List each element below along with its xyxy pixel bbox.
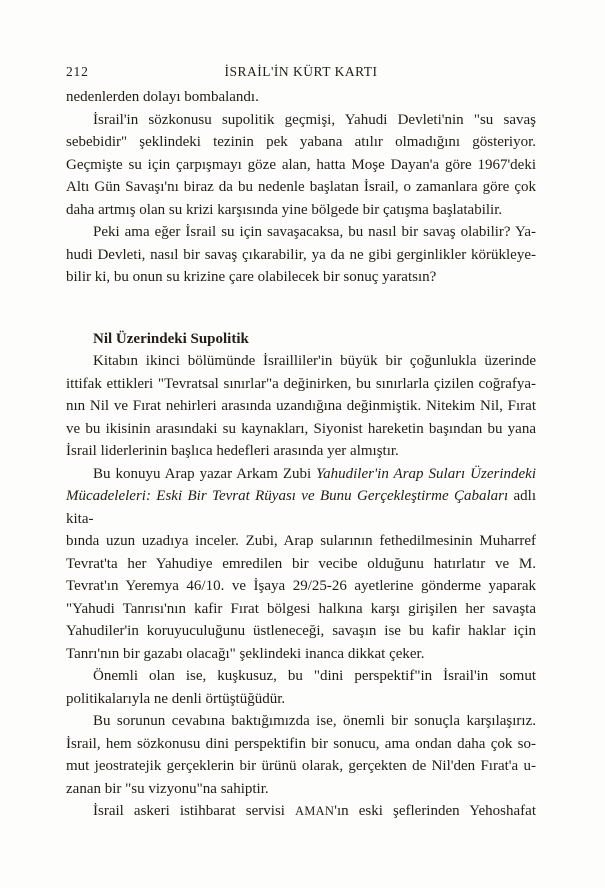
body-line: Peki ama eğer İsrail su için savaşacaksa, bu nasıl bir savaş olabilir? Ya- <box>93 224 536 240</box>
body-line: İsrail'in sözkonusu supolitik geçmişi, Yahudi Devleti'nin "su savaş <box>93 111 536 128</box>
section-heading: Nil Üzerindeki Supolitik <box>93 330 249 347</box>
body-line: bında uzun uzadıya inceler. Zubi, Arap sularının fethedilmesinin Muharref <box>66 533 536 549</box>
body-line: Geçmişte su için çarpışmayı göze alan, hatta Moşe Dayan'a göre 1967'deki <box>66 156 536 173</box>
body-line: Yahudiler'in koruyuculuğunu üstleneceği, savaşın ise bu kafir haklar için <box>66 623 536 639</box>
book-title-italic: Yahudiler'in Arap Suları Üzerindeki <box>316 465 536 482</box>
body-text <box>66 86 536 823</box>
body-line <box>66 800 536 823</box>
body-line-text: Bu konuyu Arap yazar Arkam Zubi <box>93 465 317 482</box>
body-line: İsrail liderlerinin başlıca hedefleri arasında yer almıştır. <box>66 443 399 459</box>
body-line <box>66 463 536 486</box>
body-line: daha artmış olan su krizi karşısında yine bölgede bir çatışma başlatabilir. <box>66 201 503 218</box>
page-number: 212 <box>66 64 89 79</box>
body-line: ve bu ikisinin arasındaki su kaynakları, Siyonist hareketin başından bu yana <box>66 420 536 437</box>
body-line: Bu sorunun cevabına baktığımızda ise, önemli bir sonuçla karşılaşırız. <box>93 713 536 729</box>
body-line: "Yahudi Tanrısı'nın kafir Fırat bölgesi halkına karşı girişilen her savaşta <box>66 600 536 617</box>
body-line: nedenlerden dolayı bombalandı. <box>66 89 259 105</box>
body-line: Kitabın ikinci bölümünde İsrailliler'in büyük bir çoğunlukla üzerinde <box>93 353 536 369</box>
body-line: nın Nil ve Fırat nehirleri arasında uzandığına değinmiştik. Nitekim Nil, Fırat <box>66 398 536 414</box>
body-line: Tevrat'ta her Yahudiye emredilen bir vecibe olduğunu hatırlatır ve M. <box>66 555 536 572</box>
body-line: sebebidir" şeklindeki tezinin pek yabana atılır olmadığını gösteriyor. <box>66 134 536 150</box>
body-line: Önemli olan ise, kuşkusuz, bu "dini perspektif"in İsrail'in somut <box>93 668 536 684</box>
page-header <box>66 64 536 80</box>
running-header: İSRAİL'İN KÜRT KARTI <box>224 64 378 79</box>
body-line <box>66 485 536 530</box>
body-line: Altı Gün Savaşı'nı biraz da bu nedenle başlatan İsrail, o zamanlara göre çok <box>66 179 536 195</box>
body-line-text: 'ın eski şeflerinden Yehoshafat <box>334 803 536 819</box>
body-line: ittifak ettikleri "Tevratsal sınırlar"a değinirken, bu sınırlarla çizilen coğrafya- <box>66 375 536 392</box>
body-line: İsrail, hem sözkonusu dini perspektifin bir sonucu, ama ondan daha çok so- <box>66 735 536 752</box>
body-line-text: adlı kita- <box>66 488 536 527</box>
book-title-italic: Mücadeleleri: Eski Bir Tevrat Rüyası ve Bunu Gerçekleştirme Çabaları <box>66 488 509 504</box>
body-line: zanan bir "su vizyonu"na sahiptir. <box>66 780 269 797</box>
body-line: Tevrat'ın Yeremya 46/10. ve İşaya 29/25-26 ayetlerine gönderme yaparak <box>66 578 536 594</box>
body-line-text: İsrail askeri istihbarat servisi <box>93 803 296 819</box>
body-line: politikalarıyla ne denli örtüştüğüdür. <box>66 690 286 707</box>
body-line: mut jeostratejik gerçeklerin bir ürünü olarak, gerçekten de Nil'den Fırat'a u- <box>66 758 536 774</box>
agency-smallcaps: AMAN <box>295 804 335 818</box>
body-line: bilir ki, bu onun su krizine çare olabilecek bir sonuç yaratsın? <box>66 269 437 285</box>
body-line: Tanrı'nın bir gazabı olacağı" şeklindeki inanca dikkat çeker. <box>66 645 425 662</box>
body-line: hudi Devleti, nasıl bir savaş çıkarabilir, ya da ne gibi gerginlikler körükleye- <box>66 246 536 263</box>
